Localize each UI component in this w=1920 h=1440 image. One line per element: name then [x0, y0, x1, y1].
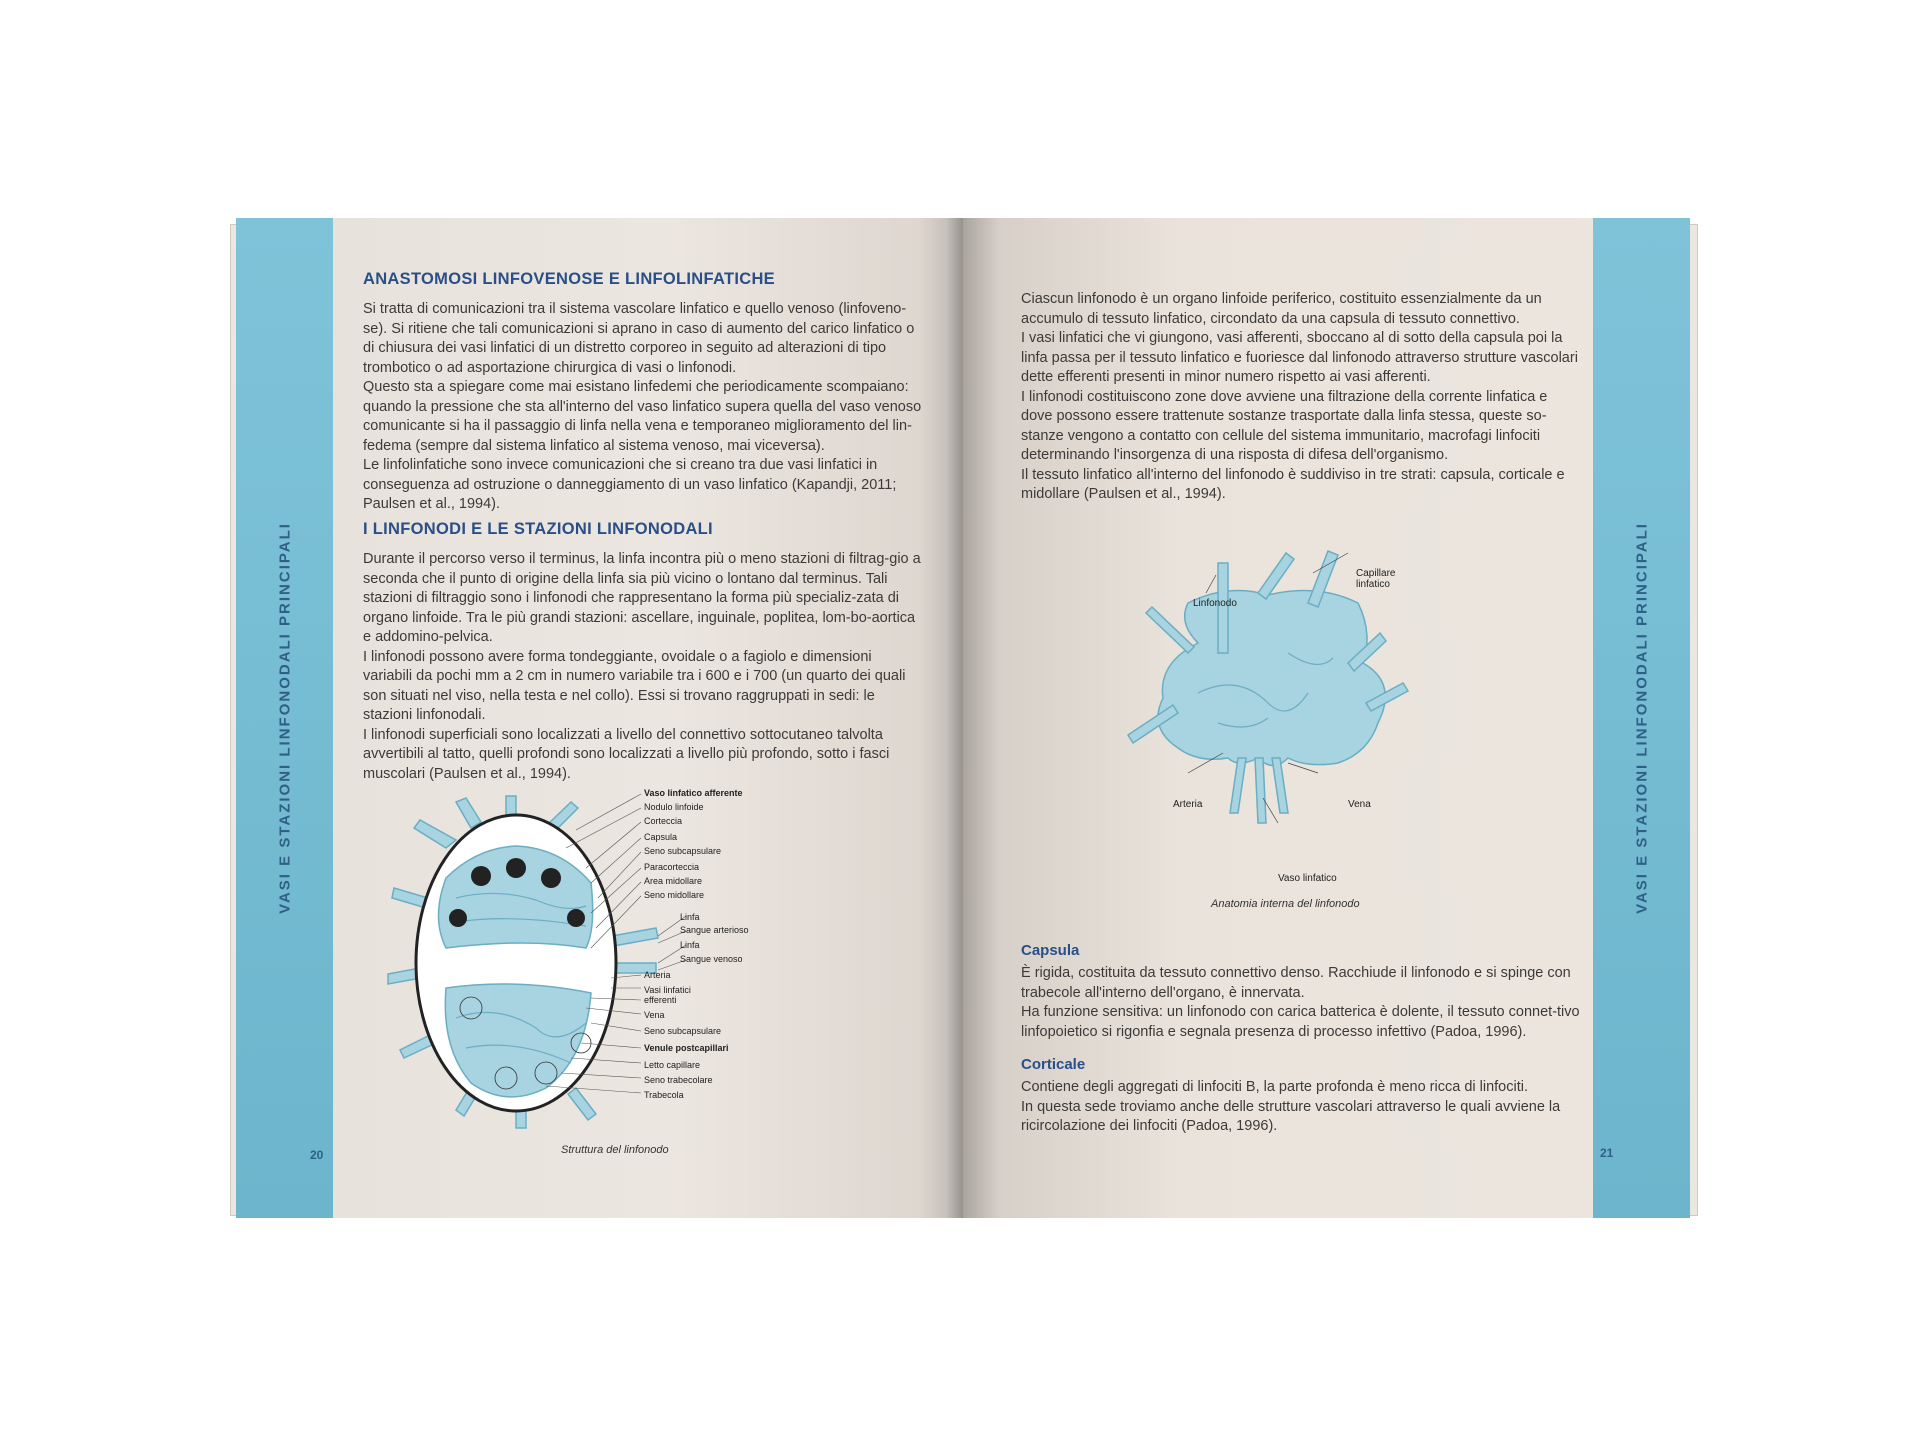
label-vena-right: Vena — [1348, 799, 1371, 810]
node-body — [1158, 591, 1385, 766]
open-book — [236, 218, 1690, 1222]
label-vaso-linfatico: Vaso linfatico — [1278, 873, 1337, 884]
label-vena: Vena — [644, 1010, 665, 1020]
label-capillare-linfatico: Capillare linfatico — [1356, 568, 1396, 590]
label-seno-trabecolare: Seno trabecolare — [644, 1075, 713, 1085]
label-sangue-arterioso: Sangue arterioso — [680, 925, 749, 935]
label-efferenti: efferenti — [644, 995, 677, 1005]
label-vasi-linfatici: Vasi linfatici — [644, 985, 691, 995]
lymph-nodule-5 — [567, 909, 585, 927]
right-running-title: VASI E STAZIONI LINFONODALI PRINCIPALI — [1633, 522, 1650, 914]
lymph-nodule-3 — [541, 868, 561, 888]
label-vaso-linfatico-afferente: Vaso linfatico afferente — [644, 788, 743, 798]
capsula-heading: Capsula — [1021, 942, 1080, 959]
lymph-node-structure-diagram — [386, 788, 866, 1138]
label-corteccia: Corteccia — [644, 816, 683, 826]
lymph-nodule-4 — [449, 909, 467, 927]
section1-paragraph: Si tratta di comunicazioni tra il sistema vascolare linfatico e quello venoso (linfoveno-se). Si ritiene che tali comunicazioni si aprano in caso di aumento del carico linfatico o di chiusura dei vasi linfatici di un distretto corporeo in seguito ad alterazioni di tipo trombotico o ad asportazione chirurgica di vasi o linfonodi. Questo sta a spiegare come mai esistano linfedemi che periodicamente scompaiano: quando la pressione che sta all'interno del vaso linfatico supera quella del vaso venoso comunicante si ha il passaggio di linfa nella vena e temporaneo miglioramento del lin-fedema (sempre dal sistema linfatico al sistema venoso, mai viceversa). Le linfolinfatiche sono invece comunicazioni che si creano tra due vasi linfatici in conseguenza ad ostruzione o danneggiamento di un vaso linfatico (Kapandji, 2011; Paulsen et al., 1994). — [363, 301, 922, 512]
afferent-vessel-1 — [414, 820, 456, 848]
left-running-title: VASI E STAZIONI LINFONODALI PRINCIPALI — [276, 522, 293, 914]
section1-heading: ANASTOMOSI LINFOVENOSE E LINFOLINFATICHE — [363, 270, 775, 288]
lymph-nodule-1 — [471, 866, 491, 886]
label-paracorteccia: Paracorteccia — [644, 862, 700, 872]
label-arteria: Arteria — [644, 970, 671, 980]
corticale-paragraph: Contiene degli aggregati di linfociti B, la parte profonda è meno ricca di linfociti. In questa sede troviamo anche delle strutture vascolari attraverso le quali avviene la ricircolazione dei linfociti (Padoa, 1996). — [1021, 1079, 1561, 1134]
right-intro-paragraph: Ciascun linfonodo è un organo linfoide periferico, costituito essenzialmente da un accumulo di tessuto linfatico, circondato da una capsula di tessuto connettivo. I vasi linfatici che vi giungono, vasi afferenti, sboccano al di sotto della capsula poi la linfa passa per il tessuto linfatico e fuoriesce dal linfonodo attraverso strutture vascolari dette efferenti presenti in minor numero rispetto ai vasi afferenti. I linfonodi costituiscono zone dove avviene una filtrazione della corrente linfatica e dove possono essere trattenute sostanze trasportate dalla linfa stessa, queste so-stanze vengono a contatto con cellule del sistema immunitario, macrofagi linfociti determinando l'insorgenza di una risposta di difesa dell'organismo. Il tessuto linfatico all'interno del linfonodo è suddiviso in tre strati: capsula, corticale e midollare (Paulsen et al., 1994). — [1021, 291, 1578, 502]
afferent-vessel-2 — [456, 798, 481, 828]
afferent-vessel-10 — [568, 1088, 596, 1120]
label-seno-midollare: Seno midollare — [644, 890, 705, 900]
left-page-number: 20 — [310, 1148, 324, 1162]
label-area-midollare: Area midollare — [644, 876, 703, 886]
label-seno-subcapsulare-2: Seno subcapsulare — [644, 1026, 722, 1036]
label-capsula: Capsula — [644, 832, 678, 842]
left-side-band — [236, 218, 333, 1218]
right-page-number: 21 — [1600, 1146, 1614, 1160]
lymph-nodule-2 — [506, 858, 526, 878]
label-trabecola: Trabecola — [644, 1090, 684, 1100]
section2-paragraph: Durante il percorso verso il terminus, la linfa incontra più o meno stazioni di filtrag-gio a seconda che il punto di origine della linfa sia più vicino o lontano dal terminus. Tali stazioni di filtraggio sono i linfonodi che rappresentano la forma più specializ-zata di organo linfoide. Tra le più grandi stazioni: ascellare, inguinale, poplitea, lom-bo-aortica e addomino-pelvica. I linfonodi possono avere forma tondeggiante, ovoidale o a fagiolo e dimensioni variabili da pochi mm a 2 cm in numero variabile tra i 600 e i 700 (un quarto dei quali son situati nel viso, nella testa e nel collo). Essi si trovano raggruppati in sedi: le stazioni linfonodali. I linfonodi superficiali sono localizzati a livello del connettivo sottocutaneo talvolta avvertibili al tatto, quelli profondi sono localizzati a livello più profondo, sotto i fasci muscolari (Paulsen et al., 1994). — [363, 551, 921, 782]
right-side-band — [1593, 218, 1690, 1218]
label-letto-capillare: Letto capillare — [644, 1060, 701, 1070]
label-venule-postcapillari: Venule postcapillari — [644, 1043, 729, 1053]
right-figure-caption: Anatomia interna del linfonodo — [1211, 898, 1360, 910]
capsula-paragraph: È rigida, costituita da tessuto connettivo denso. Racchiude il linfonodo e si spinge con trabecole all'interno dell'organo, è innervata. Ha funzione sensitiva: un linfonodo con carica batterica è dolente, il tessuto connet-tivo linfopoietico si rigonfia e segnala presenza di processo infettivo (Padoa, 1996). — [1021, 965, 1580, 1040]
efferent-vessel-a — [1230, 758, 1246, 813]
corticale-heading: Corticale — [1021, 1056, 1086, 1073]
right-page — [963, 218, 1690, 1218]
label-linfa-2: Linfa — [680, 940, 700, 950]
label-seno-subcapsulare: Seno subcapsulare — [644, 846, 722, 856]
left-page — [236, 218, 963, 1218]
label-nodulo-linfoide: Nodulo linfoide — [644, 802, 704, 812]
section2-heading: I LINFONODI E LE STAZIONI LINFONODALI — [363, 520, 713, 538]
label-linfa-1: Linfa — [680, 912, 700, 922]
label-sangue-venoso: Sangue venoso — [680, 954, 743, 964]
label-arteria-right: Arteria — [1173, 799, 1203, 810]
efferent-vessel-b — [1255, 758, 1266, 823]
label-linfonodo: Linfonodo — [1193, 598, 1237, 609]
left-figure-caption: Struttura del linfonodo — [561, 1144, 669, 1156]
efferent-vessel-c — [1272, 758, 1288, 813]
